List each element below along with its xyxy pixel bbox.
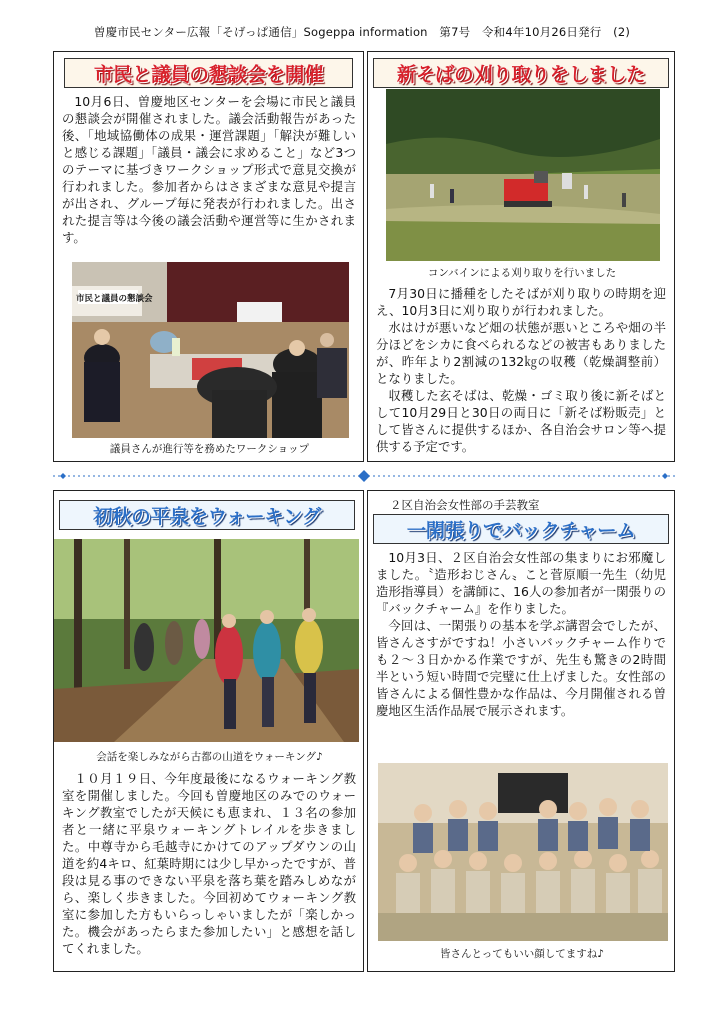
paragraph: 今回は、一閑張りの基本を学ぶ講習会でしたが、皆さんさすがですね！小さいバックチャーム作りでも２～３日かかる作業ですが、先生も驚きの2時間半という短い時間で完璧に仕上げました。女性部の皆さんによる個性豊かな作品は、今月開催される曽慶地区生活作品展で展示されます。 xyxy=(376,618,666,718)
paragraph: 水はけが悪いなど畑の状態が悪いところや畑の半分ほどをシカに食べられるなどの被害もありましたが、昨年より2割減の132㎏の収穫（乾燥調整前）となりました。 xyxy=(376,320,666,386)
article-title: 市民と議員の懇談会を開催 xyxy=(64,58,353,88)
article-body xyxy=(376,285,666,455)
section-divider xyxy=(53,470,675,482)
article-body xyxy=(376,549,666,719)
group-photo xyxy=(378,763,668,941)
article-hiraizumi-walking xyxy=(53,490,364,972)
paragraph: 収穫した玄そばは、乾燥・ゴミ取り後に新そばとして10月29日と30日の両日に「新そば粉販売」として皆さんに提供するほか、各自治会サロン等へ提供する予定です。 xyxy=(376,388,666,454)
article-title: 一閑張りでバックチャーム xyxy=(373,514,669,544)
photo-caption: 皆さんとってもいい顔してますね♪ xyxy=(440,948,604,960)
paragraph: 10月6日、曽慶地区センターを会場に市民と議員の懇談会が開催されました。議会活動報告があった後、「地域協働体の成果・運営課題」「解決が難しいと感じる課題」「議員・議会に求めること」など3つのテーマに基づきワークショップ形式で意見交換が行われました。参加者からはさまざまな意見や提言が出され、グループ毎に発表が行われました。出された提言等は今後の議会活動や運営等に生かされます。 xyxy=(62,94,356,245)
photo-caption: コンバインによる刈り取りを行いました xyxy=(427,267,617,279)
article-title: 新そばの刈り取りをしました xyxy=(373,58,669,88)
article-craft-class xyxy=(367,490,675,972)
article-soba-harvest xyxy=(367,51,675,462)
photo-caption: 会話を楽しみながら古都の山道をウォーキング♪ xyxy=(96,751,323,763)
walking-photo xyxy=(54,539,359,742)
photo-caption: 議員さんが進行等を務めたワークショップ xyxy=(109,443,310,455)
page-header: 曽慶市民センター広報「そげっぱ通信」Sogeppa information 第7号 令和4年10月26日発行 (2) xyxy=(93,25,631,39)
paragraph: １０月１９日、今年度最後になるウォーキング教室を開催しました。今回も曽慶地区のみでのウォーキング教室でしたが天候にも恵まれ、１３名の参加者と一緒に平泉ウォーキングトレイルを歩きました。中尊寺から毛越寺にかけてのアップダウンの山道を約4キロ、紅葉時期には少し早かったですが、普段は見る事のできない平泉を落ち葉を踏みしめながら、楽しく歩きました。今回初めてウォーキング教室に参加した方もいらっしゃいましたが「楽しかった。機会があったらまた参加したい」と感想を話してくれました。 xyxy=(62,771,356,956)
paragraph: 10月3日、２区自治会女性部の集まりにお邪魔しました。〝造形おじさん〟こと菅原順一先生（幼児造形指導員）を講師に、16人の参加者が一閑張りの『バックチャーム』を作りました。 xyxy=(376,550,666,616)
article-title: 初秋の平泉をウォーキング xyxy=(59,500,355,530)
harvest-photo xyxy=(386,89,660,261)
workshop-photo xyxy=(72,262,349,438)
article-body xyxy=(62,93,356,246)
banner-text: 市民と議員の懇談会 xyxy=(76,294,153,304)
article-subtitle: ２区自治会女性部の手芸教室 xyxy=(390,498,540,512)
paragraph: 7月30日に播種をしたそばが刈り取りの時期を迎え、10月3日に刈り取りが行われました。 xyxy=(376,286,666,318)
article-council-meeting xyxy=(53,51,364,462)
article-body xyxy=(62,770,356,957)
